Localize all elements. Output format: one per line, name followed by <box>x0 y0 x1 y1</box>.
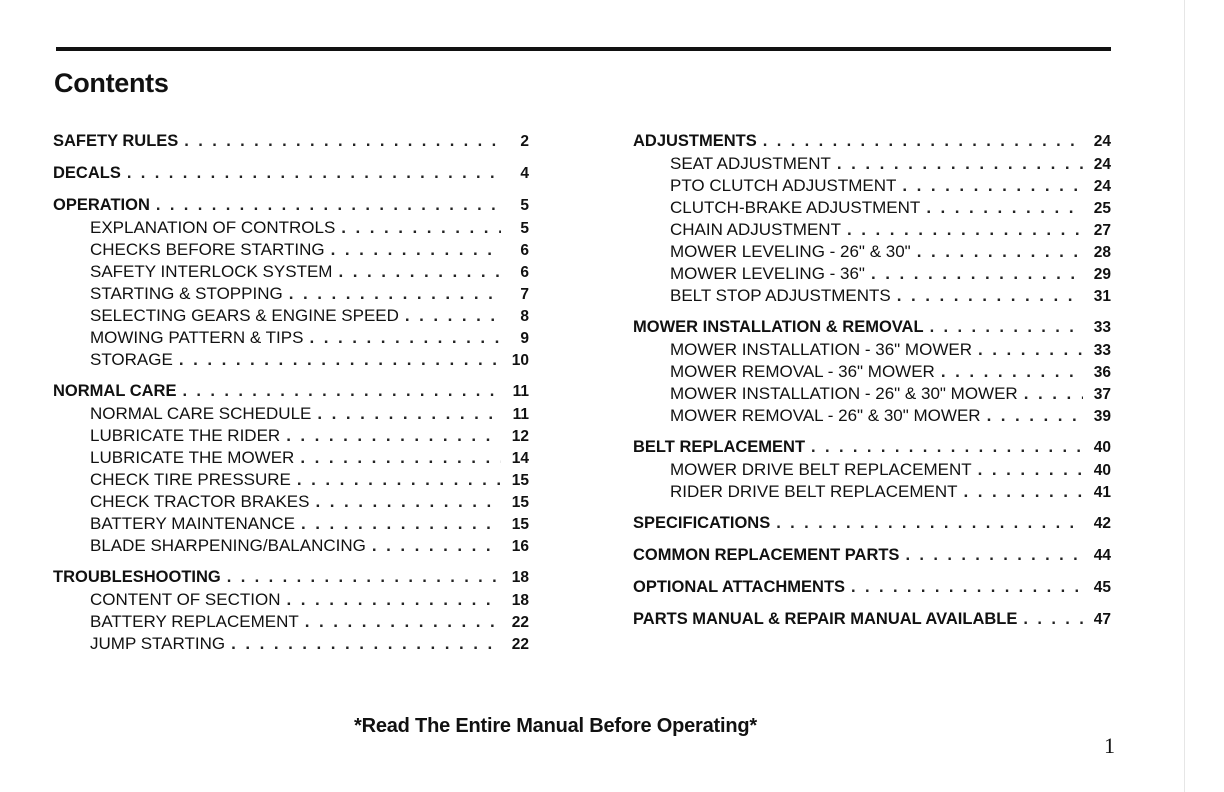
toc-subentry[interactable] <box>633 241 1111 263</box>
toc-page-number: 24 <box>1093 178 1111 195</box>
dot-leader <box>156 193 501 217</box>
toc-subentry[interactable] <box>633 405 1111 427</box>
toc-page-number: 2 <box>520 133 529 150</box>
toc-section-entry[interactable] <box>53 193 529 217</box>
toc-subentry[interactable] <box>53 633 529 655</box>
dot-leader <box>905 543 1083 567</box>
dot-leader <box>127 161 501 185</box>
toc-entry-label: BLADE SHARPENING/BALANCING <box>90 536 366 555</box>
toc-page-number: 33 <box>1093 342 1111 359</box>
dot-leader <box>286 589 501 611</box>
dot-leader <box>763 129 1083 153</box>
dot-leader <box>987 405 1083 427</box>
dot-leader <box>902 175 1083 197</box>
toc-entry-label: BATTERY MAINTENANCE <box>90 514 295 533</box>
toc-section-entry[interactable] <box>53 565 529 589</box>
toc-entry-label: CHECK TIRE PRESSURE <box>90 470 291 489</box>
dot-leader <box>1024 383 1083 405</box>
toc-entry-label: SEAT ADJUSTMENT <box>670 154 831 173</box>
page-edge <box>1184 0 1185 792</box>
toc-subentry[interactable] <box>53 491 529 513</box>
toc-subentry[interactable] <box>53 513 529 535</box>
toc-subentry[interactable] <box>53 589 529 611</box>
toc-entry-label: NORMAL CARE SCHEDULE <box>90 404 312 423</box>
dot-leader <box>227 565 501 589</box>
toc-entry-label: BATTERY REPLACEMENT <box>90 612 299 631</box>
toc-subentry[interactable] <box>53 261 529 283</box>
toc-entry-label: MOWING PATTERN & TIPS <box>90 328 304 347</box>
dot-leader <box>184 129 501 153</box>
dot-leader <box>289 283 501 305</box>
dot-leader <box>926 197 1083 219</box>
toc-entry-label: SAFETY INTERLOCK SYSTEM <box>90 262 333 281</box>
dot-leader <box>331 239 501 261</box>
toc-page-number: 47 <box>1093 611 1111 628</box>
toc-page-number: 44 <box>1093 547 1111 564</box>
dot-leader <box>930 315 1083 339</box>
dot-leader <box>978 339 1083 361</box>
toc-page-number: 40 <box>1093 462 1111 479</box>
toc-subentry[interactable] <box>53 305 529 327</box>
toc-entry-label: PTO CLUTCH ADJUSTMENT <box>670 176 897 195</box>
toc-section <box>53 193 529 371</box>
toc-section <box>633 607 1111 631</box>
toc-section <box>633 435 1111 503</box>
toc-entry-label: DECALS <box>53 164 121 182</box>
toc-section <box>633 575 1111 599</box>
toc-page-number: 25 <box>1093 200 1111 217</box>
toc-page-number: 9 <box>520 330 529 347</box>
toc-section-entry[interactable] <box>53 379 529 403</box>
toc-entry-label: MOWER LEVELING - 36" <box>670 264 865 283</box>
toc-section-entry[interactable] <box>633 607 1111 631</box>
toc-subentry[interactable] <box>53 611 529 633</box>
toc-page-number: 45 <box>1093 579 1111 596</box>
dot-leader <box>341 217 501 239</box>
dot-leader <box>851 575 1083 599</box>
dot-leader <box>941 361 1083 383</box>
dot-leader <box>917 241 1083 263</box>
toc-section-entry[interactable] <box>53 129 529 153</box>
toc-page-number: 24 <box>1093 133 1111 150</box>
toc-section <box>53 161 529 185</box>
toc-entry-label: OPTIONAL ATTACHMENTS <box>633 578 846 596</box>
toc-page-number: 4 <box>520 165 529 182</box>
toc-section <box>53 565 529 655</box>
dot-leader <box>964 481 1084 503</box>
toc-subentry[interactable] <box>53 239 529 261</box>
toc-entry-label: MOWER REMOVAL - 36" MOWER <box>670 362 935 381</box>
toc-section <box>633 543 1111 567</box>
toc-page-number: 6 <box>520 264 529 281</box>
toc-subentry[interactable] <box>633 197 1111 219</box>
toc-page-number: 8 <box>520 308 529 325</box>
toc-subentry[interactable] <box>53 469 529 491</box>
dot-leader <box>301 513 501 535</box>
toc-page-number: 29 <box>1093 266 1111 283</box>
toc-subentry[interactable] <box>633 153 1111 175</box>
toc-entry-label: SPECIFICATIONS <box>633 514 771 532</box>
page-number: 1 <box>1104 733 1115 758</box>
dot-leader <box>297 469 501 491</box>
toc-entry-label: RIDER DRIVE BELT REPLACEMENT <box>670 482 958 501</box>
dot-leader <box>978 459 1083 481</box>
toc-entry-label: NORMAL CARE <box>53 382 177 400</box>
toc-entry-label: MOWER INSTALLATION & REMOVAL <box>633 318 924 336</box>
dot-leader <box>847 219 1083 241</box>
toc-section <box>633 129 1111 307</box>
toc-section-entry[interactable] <box>633 575 1111 599</box>
toc-section-entry[interactable] <box>633 511 1111 535</box>
toc-section-entry[interactable] <box>633 315 1111 339</box>
page-title: Contents <box>54 68 169 98</box>
toc-subentry[interactable] <box>53 327 529 349</box>
toc-page-number: 18 <box>511 592 529 609</box>
toc-page-number: 31 <box>1093 288 1111 305</box>
toc-page-number: 28 <box>1093 244 1111 261</box>
toc-subentry[interactable] <box>633 361 1111 383</box>
toc-section <box>633 511 1111 535</box>
toc-page-number: 15 <box>511 516 529 533</box>
dot-leader <box>286 425 501 447</box>
toc-entry-label: CLUTCH-BRAKE ADJUSTMENT <box>670 198 921 217</box>
toc-page-number: 39 <box>1093 408 1111 425</box>
toc-page-number: 11 <box>512 383 529 400</box>
toc-subentry[interactable] <box>53 283 529 305</box>
header-rule <box>56 47 1111 51</box>
toc-entry-label: MOWER INSTALLATION - 36" MOWER <box>670 340 972 359</box>
toc-section-entry[interactable] <box>633 435 1111 459</box>
toc-entry-label: MOWER REMOVAL - 26" & 30" MOWER <box>670 406 981 425</box>
toc-page-number: 14 <box>511 450 529 467</box>
toc-section <box>633 315 1111 427</box>
dot-leader <box>182 379 501 403</box>
toc-entry-label: BELT REPLACEMENT <box>633 438 806 456</box>
toc-subentry[interactable] <box>53 425 529 447</box>
toc-page-number: 36 <box>1093 364 1111 381</box>
toc-entry-label: SAFETY RULES <box>53 132 179 150</box>
toc-entry-label: STORAGE <box>90 350 173 369</box>
toc-entry-label: TROUBLESHOOTING <box>53 568 221 586</box>
toc-entry-label: PARTS MANUAL & REPAIR MANUAL AVAILABLE <box>633 610 1018 628</box>
toc-page-number: 22 <box>511 614 529 631</box>
toc-section-entry[interactable] <box>633 129 1111 153</box>
toc-subentry[interactable] <box>633 263 1111 285</box>
toc-subentry[interactable] <box>633 219 1111 241</box>
toc-page-number: 18 <box>511 569 529 586</box>
dot-leader <box>897 285 1083 307</box>
toc-subentry[interactable] <box>53 535 529 557</box>
toc-entry-label: LUBRICATE THE RIDER <box>90 426 281 445</box>
dot-leader <box>776 511 1083 535</box>
toc-page-number: 27 <box>1093 222 1111 239</box>
toc-entry-label: ADJUSTMENTS <box>633 132 757 150</box>
toc-entry-label: COMMON REPLACEMENT PARTS <box>633 546 900 564</box>
dot-leader <box>309 327 501 349</box>
toc-entry-label: EXPLANATION OF CONTROLS <box>90 218 336 237</box>
toc-entry-label: JUMP STARTING <box>90 634 226 653</box>
toc-entry-label: MOWER DRIVE BELT REPLACEMENT <box>670 460 972 479</box>
toc-page-number: 24 <box>1093 156 1111 173</box>
toc-entry-label: SELECTING GEARS & ENGINE SPEED <box>90 306 399 325</box>
toc-page-number: 22 <box>511 636 529 653</box>
toc-page-number: 10 <box>511 352 529 369</box>
toc-page-number: 15 <box>511 472 529 489</box>
dot-leader <box>231 633 501 655</box>
dot-leader <box>315 491 501 513</box>
dot-leader <box>1023 607 1083 631</box>
toc-entry-label: CHECKS BEFORE STARTING <box>90 240 325 259</box>
toc-page-number: 16 <box>511 538 529 555</box>
toc-entry-label: MOWER INSTALLATION - 26" & 30" MOWER <box>670 384 1018 403</box>
footer-note: *Read The Entire Manual Before Operating* <box>354 715 757 737</box>
toc-page-number: 41 <box>1093 484 1111 501</box>
toc-section <box>53 129 529 153</box>
toc-subentry[interactable] <box>633 285 1111 307</box>
dot-leader <box>372 535 501 557</box>
dot-leader <box>405 305 501 327</box>
toc-subentry[interactable] <box>53 403 529 425</box>
toc-subentry[interactable] <box>633 383 1111 405</box>
toc-subentry[interactable] <box>53 217 529 239</box>
toc-entry-label: OPERATION <box>53 196 150 214</box>
toc-entry-label: STARTING & STOPPING <box>90 284 283 303</box>
dot-leader <box>338 261 501 283</box>
dot-leader <box>305 611 501 633</box>
dot-leader <box>179 349 501 371</box>
toc-subentry[interactable] <box>53 349 529 371</box>
toc-subentry[interactable] <box>633 459 1111 481</box>
toc-page-number: 40 <box>1093 439 1111 456</box>
toc-entry-label: CHECK TRACTOR BRAKES <box>90 492 310 511</box>
dot-leader <box>837 153 1083 175</box>
dot-leader <box>871 263 1083 285</box>
dot-leader <box>811 435 1083 459</box>
toc-page-number: 7 <box>520 286 529 303</box>
toc-page-number: 15 <box>511 494 529 511</box>
toc-subentry[interactable] <box>53 447 529 469</box>
toc-entry-label: CHAIN ADJUSTMENT <box>670 220 841 239</box>
toc-subentry[interactable] <box>633 339 1111 361</box>
toc-subentry[interactable] <box>633 481 1111 503</box>
toc-section-entry[interactable] <box>53 161 529 185</box>
toc-page-number: 11 <box>512 406 529 423</box>
toc-section <box>53 379 529 557</box>
toc-page-number: 42 <box>1093 515 1111 532</box>
toc-page-number: 37 <box>1093 386 1111 403</box>
toc-page-number: 5 <box>520 220 529 237</box>
toc-left-column <box>53 129 529 663</box>
toc-page-number: 12 <box>511 428 529 445</box>
toc-page-number: 33 <box>1093 319 1111 336</box>
toc-entry-label: BELT STOP ADJUSTMENTS <box>670 286 891 305</box>
toc-right-column <box>633 129 1111 639</box>
toc-page-number: 5 <box>520 197 529 214</box>
dot-leader <box>300 447 501 469</box>
dot-leader <box>317 403 501 425</box>
toc-entry-label: MOWER LEVELING - 26" & 30" <box>670 242 911 261</box>
toc-entry-label: LUBRICATE THE MOWER <box>90 448 295 467</box>
toc-subentry[interactable] <box>633 175 1111 197</box>
toc-page-number: 6 <box>520 242 529 259</box>
toc-section-entry[interactable] <box>633 543 1111 567</box>
toc-entry-label: CONTENT OF SECTION <box>90 590 281 609</box>
